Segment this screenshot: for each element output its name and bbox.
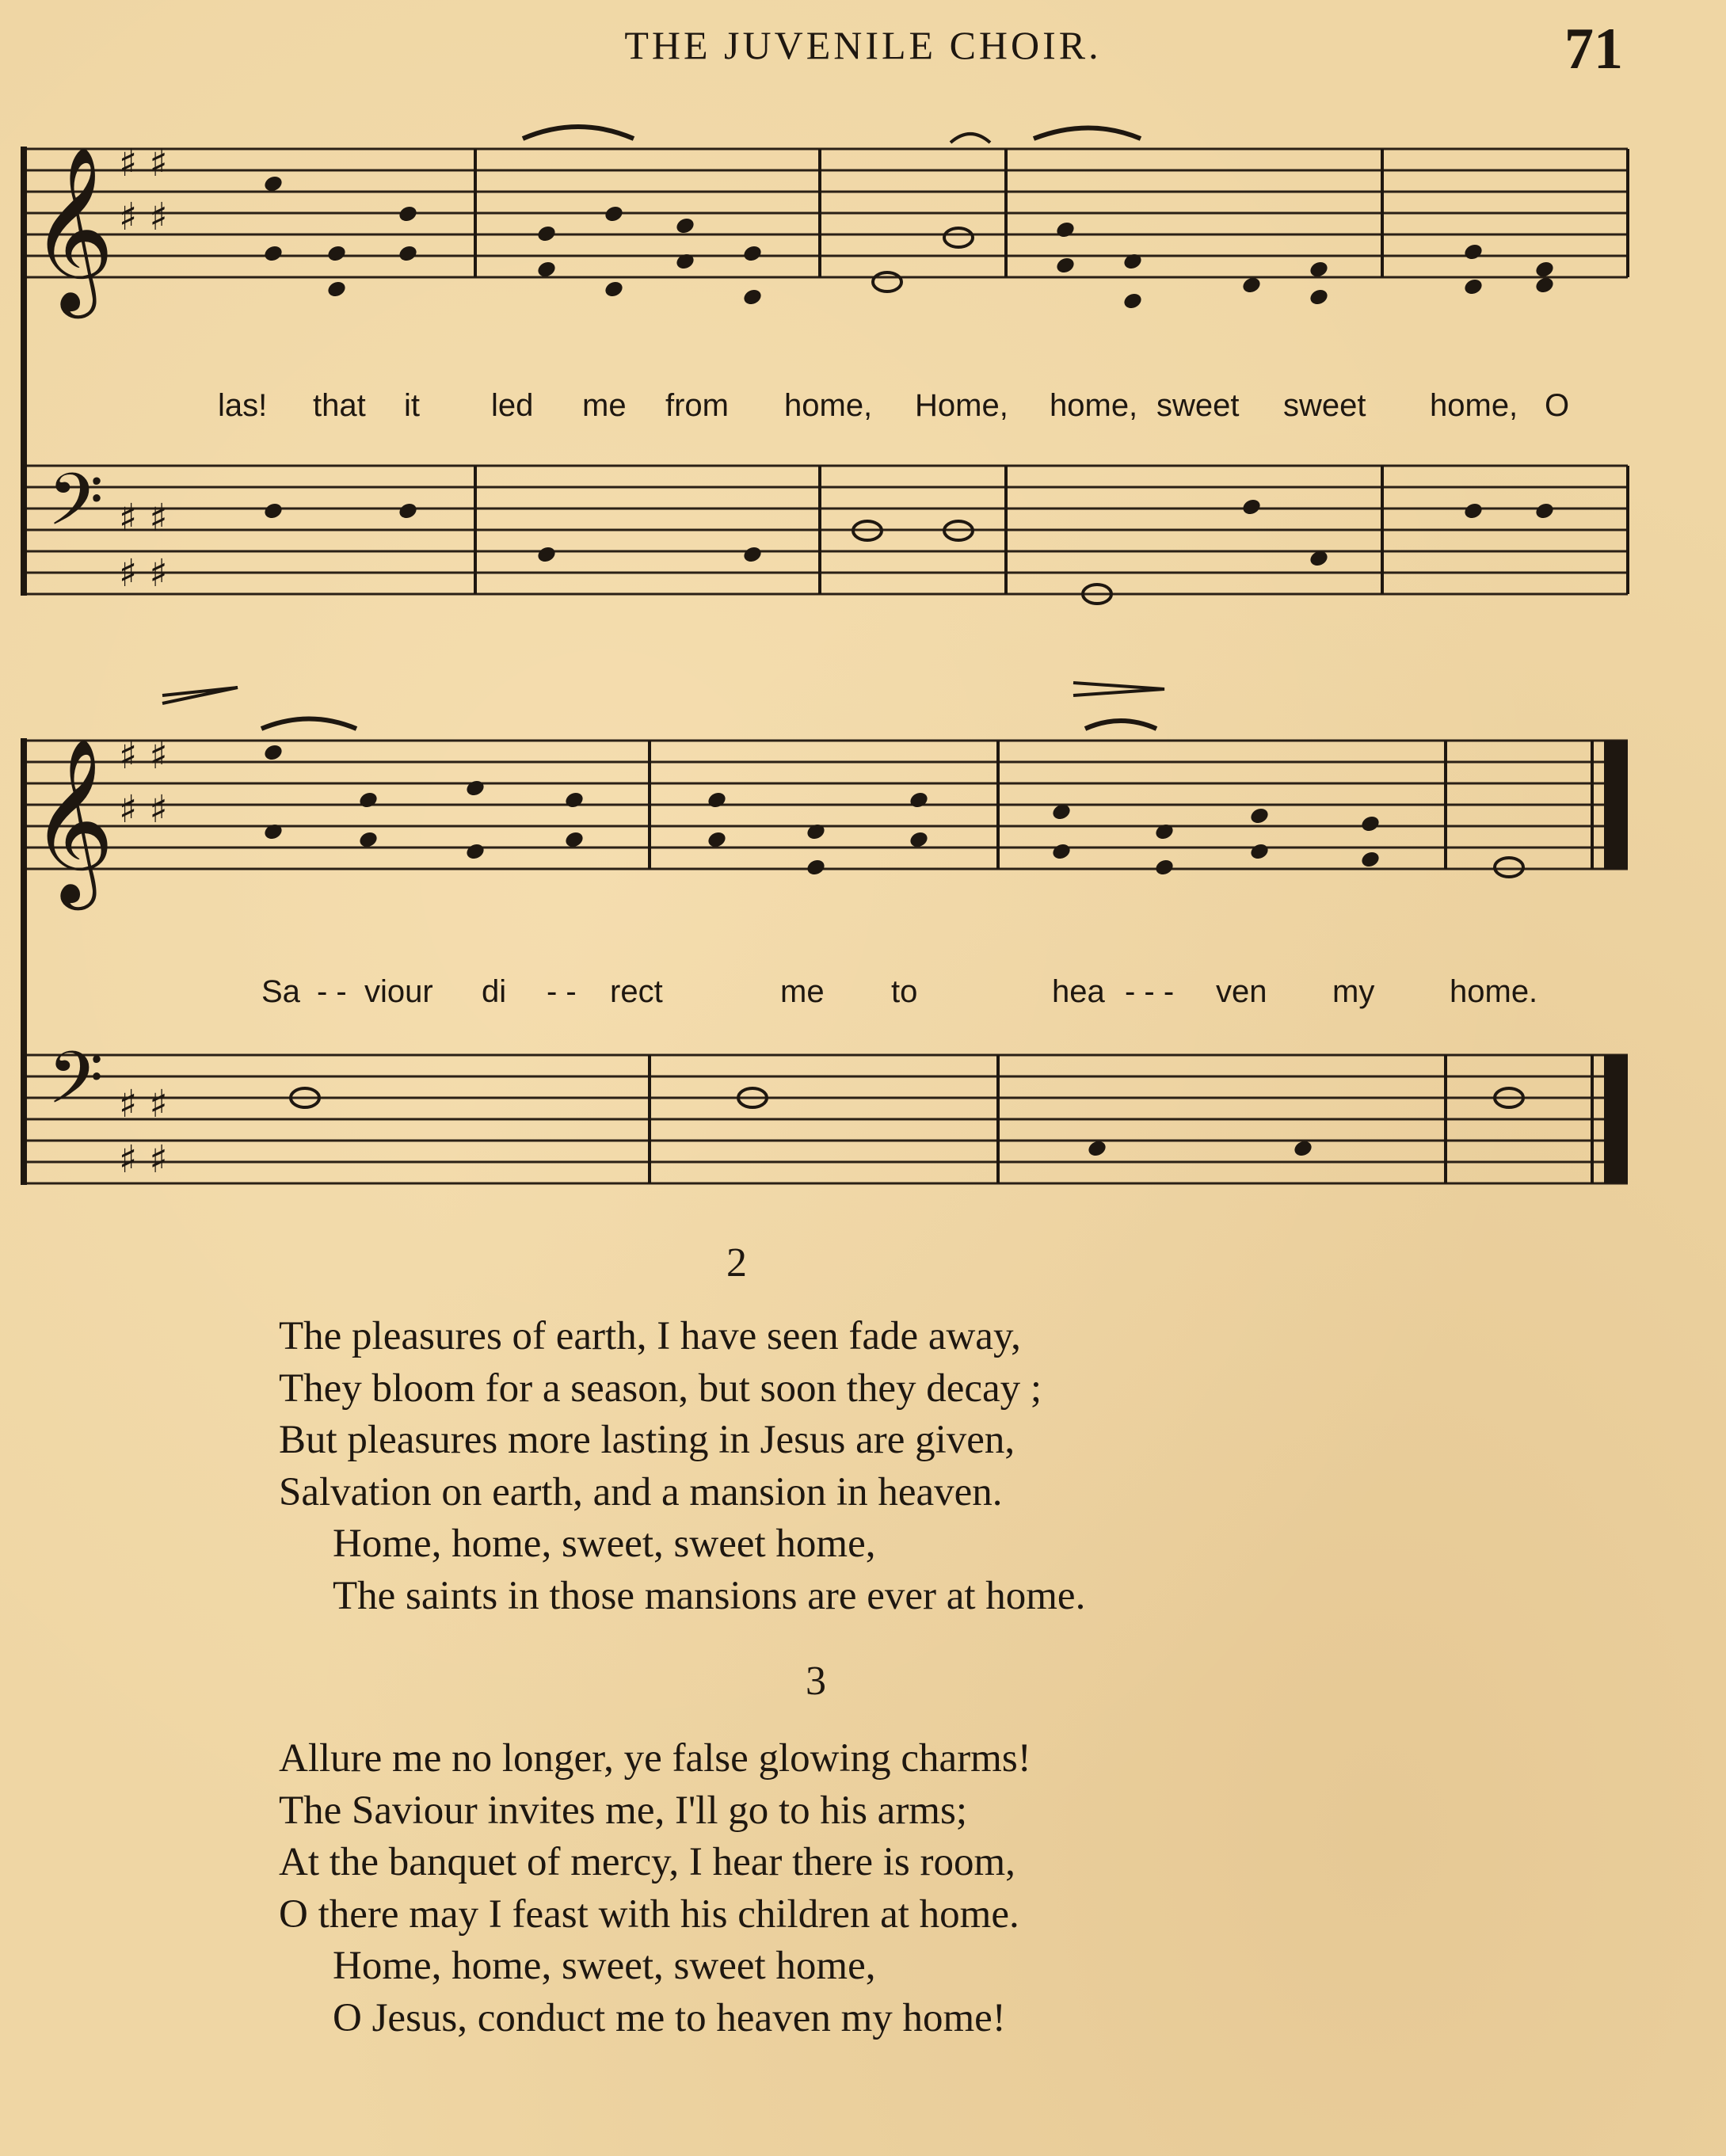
svg-text:las!: las!: [218, 388, 268, 423]
treble-staff-1: [24, 149, 1628, 277]
svg-text:- - -: - - -: [1125, 974, 1175, 1009]
svg-text:ven: ven: [1216, 974, 1267, 1009]
svg-text:me: me: [780, 974, 825, 1009]
verse-line: O Jesus, conduct me to heaven my home!: [333, 1995, 1006, 2040]
verse-line: The Saviour invites me, I'll go to his arms;: [279, 1788, 967, 1833]
svg-text:viour: viour: [364, 974, 433, 1009]
svg-text:♯ ♯: ♯ ♯: [119, 733, 168, 778]
svg-text:rect: rect: [610, 974, 663, 1009]
svg-text:𝄞: 𝄞: [30, 737, 115, 903]
verse-3: [279, 1733, 1031, 2044]
verse-line: But pleasures more lasting in Jesus are given,: [279, 1418, 1015, 1462]
verse-line: They bloom for a season, but soon they decay ;: [279, 1366, 1042, 1411]
key-signature-1: ♯ ♯: [119, 141, 168, 185]
bass-clef-1: 𝄢: [48, 458, 104, 559]
svg-text:♯ ♯: ♯ ♯: [119, 1137, 168, 1182]
svg-text:O: O: [1545, 388, 1570, 423]
svg-text:led: led: [491, 388, 534, 423]
notes-system-1: [262, 174, 1555, 311]
svg-text:home,: home,: [1430, 388, 1518, 423]
verse-line: Home, home, sweet, sweet home,: [333, 1522, 876, 1566]
page-number: 71: [1564, 17, 1623, 82]
svg-text:Home,: Home,: [915, 388, 1008, 423]
treble-staff-2: [24, 741, 1628, 869]
svg-text:home.: home.: [1450, 974, 1538, 1009]
key-signature-1b: ♯ ♯: [119, 195, 168, 239]
lyrics-system-1: [218, 388, 1569, 423]
svg-text:me: me: [582, 388, 627, 423]
svg-text:♯ ♯: ♯ ♯: [119, 787, 168, 832]
svg-text:hea: hea: [1052, 974, 1105, 1009]
verse-line: Allure me no longer, ye false glowing charms!: [279, 1736, 1031, 1781]
svg-text:sweet: sweet: [1283, 388, 1366, 423]
svg-text:di: di: [482, 974, 507, 1009]
verse-line: O there may I feast with his children at home.: [279, 1891, 1019, 1937]
svg-text:from: from: [665, 388, 729, 423]
verse-number-2: 2: [726, 1240, 747, 1286]
svg-text:- -: - -: [317, 974, 347, 1009]
svg-text:Sa: Sa: [261, 974, 300, 1009]
svg-text:♯ ♯: ♯ ♯: [119, 496, 168, 540]
bass-staff-1: [24, 466, 1628, 594]
verse-line: The saints in those mansions are ever at home.: [333, 1573, 1086, 1618]
verse-line: Home, home, sweet, sweet home,: [333, 1944, 876, 1988]
verse-number-3: 3: [806, 1659, 826, 1704]
lyrics-system-2: [261, 974, 1537, 1009]
verse-2: [279, 1311, 1085, 1622]
svg-text:my: my: [1332, 974, 1375, 1009]
svg-text:that: that: [313, 388, 366, 423]
final-barline-2: [1604, 741, 1628, 869]
verse-line: The pleasures of earth, I have seen fade away,: [279, 1314, 1021, 1358]
svg-text:♯ ♯: ♯ ♯: [119, 1082, 168, 1126]
svg-text:home,: home,: [784, 388, 873, 423]
verse-line: Salvation on earth, and a mansion in heaven.: [279, 1469, 1003, 1514]
bass-staff-2: [24, 1055, 1628, 1183]
svg-text:it: it: [404, 388, 420, 423]
svg-text:- -: - -: [547, 974, 577, 1009]
svg-text:to: to: [891, 974, 918, 1009]
running-title: THE JUVENILE CHOIR.: [624, 23, 1102, 67]
treble-clef-1: 𝄞: [30, 146, 115, 311]
svg-text:♯ ♯: ♯ ♯: [119, 551, 168, 596]
verse-line: At the banquet of mercy, I hear there is room,: [279, 1840, 1015, 1884]
svg-text:home,: home,: [1050, 388, 1138, 423]
svg-text:sweet: sweet: [1156, 388, 1240, 423]
svg-text:𝄢: 𝄢: [48, 1036, 104, 1137]
